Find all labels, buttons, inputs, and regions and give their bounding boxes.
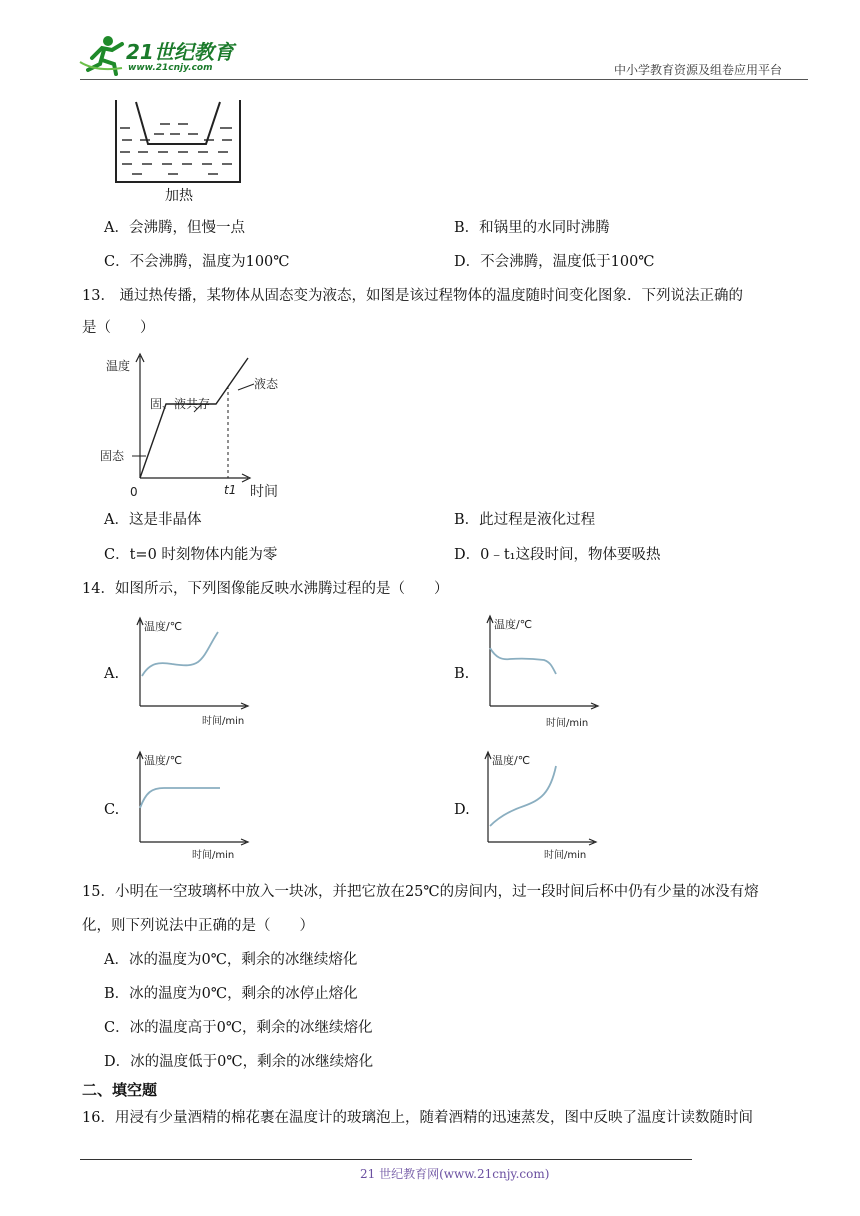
q15-option-b: B．冰的温度为0℃，剩余的冰停止熔化	[104, 986, 358, 1002]
q14-graph-d	[478, 748, 618, 864]
q14-option-a-label: A.	[104, 666, 120, 682]
q14-graph-b	[480, 612, 620, 730]
q15-option-a: A．冰的温度为0℃，剩余的冰继续熔化	[104, 952, 358, 968]
q14-stem: 14．如图所示，下列图像能反映水沸腾过程的是（ ）	[82, 581, 449, 597]
q14-b-x-label: 时间/min	[546, 718, 589, 729]
q15-option-d: D．冰的温度低于0℃，剩余的冰继续熔化	[104, 1054, 374, 1070]
q13-x-label: 时间	[250, 484, 278, 500]
q12-option-d: D．不会沸腾，温度低于100℃	[454, 254, 655, 270]
q14-b-y-label: 温度/℃	[494, 618, 533, 631]
q14-d-y-label: 温度/℃	[492, 754, 531, 767]
q13-y-label: 温度	[106, 359, 131, 373]
header-divider	[80, 79, 808, 80]
q14-graph-a	[130, 614, 270, 730]
q14-a-y-label: 温度/℃	[144, 620, 183, 633]
q13-option-d: D．0﹣t₁这段时间，物体要吸热	[454, 547, 661, 563]
q15-option-c: C．冰的温度高于0℃，剩余的冰继续熔化	[104, 1020, 373, 1036]
q14-option-b-label: B.	[454, 666, 470, 682]
q13-liquid-label: 液态	[254, 377, 279, 391]
section-title-fill-in: 二、填空题	[82, 1081, 158, 1099]
q13-option-c: C．t=0 时刻物体内能为零	[104, 547, 278, 563]
q13-origin-label: 0	[130, 485, 138, 499]
q14-a-x-label: 时间/min	[202, 716, 245, 727]
q12-option-c: C．不会沸腾，温度为100℃	[104, 254, 290, 270]
q13-option-a: A．这是非晶体	[104, 512, 202, 528]
q12-option-a: A．会沸腾，但慢一点	[104, 220, 245, 236]
q13-stem-line2: 是（ ）	[82, 320, 155, 336]
q16-stem: 16．用浸有少量酒精的棉花裹在温度计的玻璃泡上，随着酒精的迅速蒸发，图中反映了温度计读数随时间	[82, 1110, 753, 1126]
logo-text: 21世纪教育	[126, 40, 234, 64]
q15-stem-line2: 化，则下列说法中正确的是（ ）	[82, 918, 314, 934]
footer-divider	[80, 1159, 692, 1160]
q12-figure-caption: 加热	[165, 188, 193, 204]
q12-option-b: B．和锅里的水同时沸腾	[454, 220, 610, 236]
q13-mixed-label: 固、液共存	[150, 397, 211, 411]
footer-text[interactable]: 21 世纪教育网(www.21cnjy.com)	[360, 1167, 550, 1181]
q13-graph	[98, 350, 298, 502]
q14-d-x-label: 时间/min	[544, 850, 587, 861]
logo-url: www.21cnjy.com	[128, 63, 213, 73]
q14-option-d-label: D.	[454, 802, 470, 818]
header-platform-text: 中小学教育资源及组卷应用平台	[614, 63, 783, 77]
q13-stem-line1: 13． 通过热传播，某物体从固态变为液态，如图是该过程物体的温度随时间变化图象．下列说法正确的	[82, 288, 744, 304]
q13-option-b: B．此过程是液化过程	[454, 512, 596, 528]
q13-t1-label: t1	[224, 483, 237, 497]
q14-c-y-label: 温度/℃	[144, 754, 183, 767]
q15-stem-line1: 15．小明在一空玻璃杯中放入一块冰，并把它放在25℃的房间内，过一段时间后杯中仍有少量的冰没有熔	[82, 884, 759, 900]
q14-graph-c	[130, 748, 270, 864]
q13-solid-label: 固态	[100, 449, 125, 463]
q14-option-c-label: C.	[104, 802, 120, 818]
q14-c-x-label: 时间/min	[192, 850, 235, 861]
